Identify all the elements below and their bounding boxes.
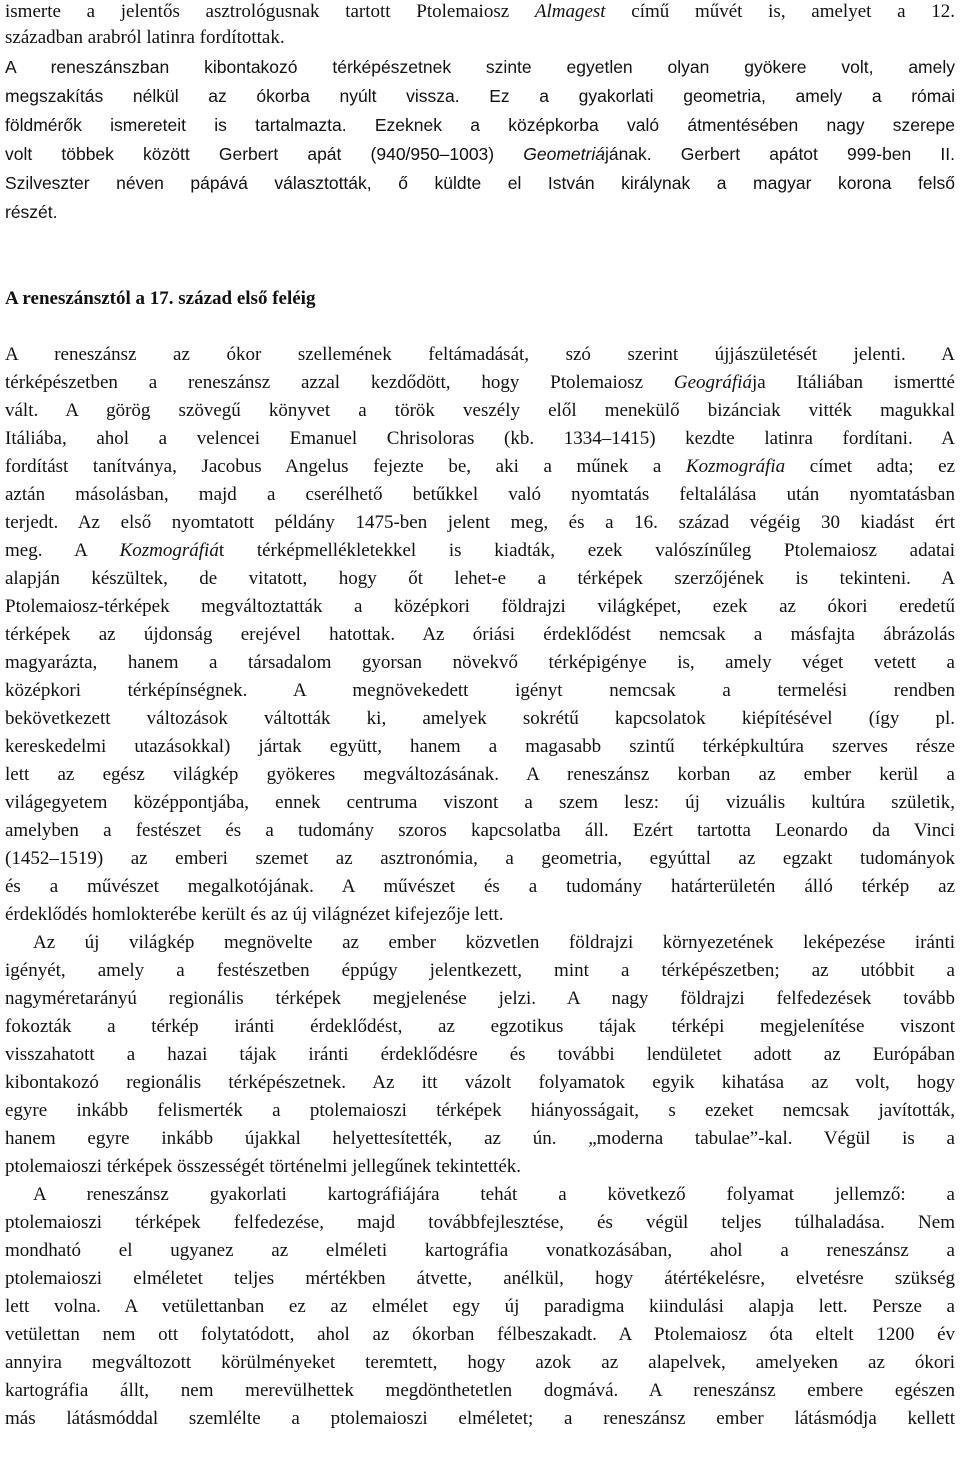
- text-line: megszakítás nélkül az ókorba nyúlt vissza. Ez a gyakorlati geometria, amely a római: [5, 86, 955, 106]
- text-line: érdeklődés homlokterébe került és az új világnézet kifejezője lett.: [5, 904, 504, 925]
- text-line: kibontakozó regionális térképészetnek. Az itt vázolt folyamatok egyik kihatása az volt, hogy: [5, 1072, 955, 1093]
- text-line: Ptolemaiosz-térképek megváltoztatták a középkori földrajzi világképet, ezek az ókori eredetű: [5, 596, 955, 617]
- text-line: lett az egész világkép gyökeres megváltozásának. A reneszánsz korban az ember kerül a: [5, 764, 955, 785]
- text-line: [5, 455, 955, 479]
- text-line: visszahatott a hazai tájak iránti érdeklődésre és további lendületet adott az Európában: [5, 1044, 955, 1065]
- text-line: (1452–1519) az emberi szemet az asztronómia, a geometria, egyúttal az egzakt tudományok: [5, 848, 955, 869]
- text-line: [5, 142, 955, 166]
- text-line: kereskedelmi utazásokkal) jártak együtt, hanem a magasabb szintű térképkultúra szerves része: [5, 736, 955, 757]
- text-line: vetülettan nem ott folytatódott, ahol az ókorban félbeszakadt. A Ptolemaiosz óta eltelt 1200 év: [5, 1324, 955, 1345]
- book-title-almagest: Almagest: [534, 1, 606, 22]
- text-line: ptolemaioszi elméletet teljes mértékben átvette, anélkül, hogy átértékelésre, elvetésre szükség: [5, 1268, 955, 1289]
- text-line: aztán másolásban, majd a cserélhető betűkkel való nyomtatás feltalálása után nyomtatásban: [5, 484, 955, 505]
- text-line: [5, 0, 955, 24]
- text-line: terjedt. Az első nyomtatott példány 1475-ben jelent meg, és a 16. század végéig 30 kiadást ért: [5, 512, 955, 533]
- text-line: bekövetkezett változások váltották ki, amelyek sokrétű kapcsolatok kiépítésével (így pl.: [5, 708, 955, 729]
- text-line: kartográfia állt, nem merevülhettek megdönthetetlen dogmává. A reneszánsz embere egészen: [5, 1380, 955, 1401]
- text-line: hanem egyre inkább újakkal helyettesítették, az ún. „moderna tabulae”-kal. Végül is a: [5, 1128, 955, 1149]
- book-title-kozmografia: Kozmográfiá: [119, 540, 219, 561]
- text-span: fordítást tanítványa, Jacobus Angelus fejezte be, aki a műnek a: [5, 456, 686, 477]
- text-line: A reneszánsz gyakorlati kartográfiájára tehát a következő folyamat jellemző: a: [33, 1184, 955, 1205]
- text-span: címet adta; ez: [785, 456, 955, 477]
- text-line: más látásmóddal szemlélte a ptolemaioszi elméletet; a reneszánsz ember látásmódja kellett: [5, 1408, 955, 1429]
- text-line: [5, 539, 955, 563]
- text-line: annyira megváltozott körülményeket teremtett, hogy azok az alapelvek, amelyeken az ókori: [5, 1352, 955, 1373]
- text-line: középkori térképínségnek. A megnövekedett igényt nemcsak a termelési rendben: [5, 680, 955, 701]
- text-line: amelyben a festészet és a tudomány szoros kapcsolatba áll. Ezért tartotta Leonardo da Vinci: [5, 820, 955, 841]
- text-line: Szilveszter néven pápává választották, ő küldte el István királynak a magyar korona felső: [5, 173, 955, 193]
- text-line: vált. A görög szövegű könyvet a török veszély elől menekülő bizánciak vitték magukkal: [5, 400, 955, 421]
- text-line: A reneszánsz az ókor szellemének feltámadását, szó szerint újjászületését jelenti. A: [5, 344, 955, 365]
- text-span: ja Itáliában ismertté: [751, 372, 955, 393]
- text-line: világegyetem középpontjába, ennek centruma viszont a szem lesz: új vizuális kultúra születik,: [5, 792, 955, 813]
- text-line: magyarázta, hanem a társadalom gyorsan növekvő térképigénye is, amely véget vetett a: [5, 652, 955, 673]
- text-span: ismerte a jelentős asztrológusnak tartott Ptolemaiosz: [5, 1, 535, 22]
- text-line: egyre inkább felismerték a ptolemaioszi térképek hiányosságait, s ezeket nemcsak javították,: [5, 1100, 955, 1121]
- text-span: t térképmellékletekkel is kiadták, ezek valószínűleg Ptolemaiosz adatai: [218, 540, 956, 561]
- text-span: című művét is, amelyet a 12.: [605, 1, 955, 22]
- text-span: jának. Gerbert apátot 999-ben II.: [604, 144, 955, 164]
- text-line: földmérők ismereteit is tartalmazta. Ezeknek a középkorba való átmentésében nagy szerepe: [5, 115, 955, 135]
- section-heading: A reneszánsztól a 17. század első feléig: [5, 288, 316, 309]
- book-title-geografia: Geográfiá: [673, 372, 752, 393]
- text-span: volt többek között Gerbert apát (940/950–1003): [5, 144, 524, 164]
- book-title-kozmografia: Kozmográfia: [685, 456, 786, 477]
- text-line: A reneszánszban kibontakozó térképészetnek szinte egyetlen olyan gyökere volt, amely: [5, 57, 955, 77]
- text-line: igényét, amely a festészetben éppúgy jelentkezett, mint a térképészetben; az utóbbit a: [5, 960, 955, 981]
- text-line: ptolemaioszi térképek összességét történelmi jellegűnek tekintették.: [5, 1156, 521, 1177]
- text-line: ptolemaioszi térképek felfedezése, majd továbbfejlesztése, és végül teljes túlhaladása. Nem: [5, 1212, 955, 1233]
- text-line: lett volna. A vetülettanban ez az elmélet egy új paradigma kiindulási alapja lett. Persze a: [5, 1296, 955, 1317]
- text-line: alapján készültek, de vitatott, hogy őt lehet-e a térképek szerzőjének is tekinteni. A: [5, 568, 955, 589]
- text-line: részét.: [5, 202, 58, 222]
- text-span: térképészetben a reneszánsz azzal kezdődött, hogy Ptolemaiosz: [5, 372, 674, 393]
- text-line: [5, 371, 955, 395]
- text-span: meg. A: [5, 540, 120, 561]
- text-line: Az új világkép megnövelte az ember közvetlen földrajzi környezetének leképezése iránti: [33, 932, 955, 953]
- text-line: térképek az újdonság erejével hatottak. Az óriási érdeklődést nemcsak a másfajta ábrázolás: [5, 624, 955, 645]
- text-line: fokozták a térkép iránti érdeklődést, az egzotikus tájak térképi megjelenítése viszont: [5, 1016, 955, 1037]
- text-line: és a művészet megalkotójának. A művészet és a tudomány határterületén álló térkép az: [5, 876, 955, 897]
- text-line: Itáliába, ahol a velencei Emanuel Chrisoloras (kb. 1334–1415) kezdte latinra fordítani. A: [5, 428, 955, 449]
- text-line: században arabról latinra fordítottak.: [5, 27, 285, 48]
- text-line: mondható el ugyanez az elméleti kartográfia vonatkozásában, ahol a reneszánsz a: [5, 1240, 955, 1261]
- book-title-geometria: Geometriá: [523, 144, 605, 164]
- text-line: nagyméretarányú regionális térképek megjelenése jelzi. A nagy földrajzi felfedezések tovább: [5, 988, 955, 1009]
